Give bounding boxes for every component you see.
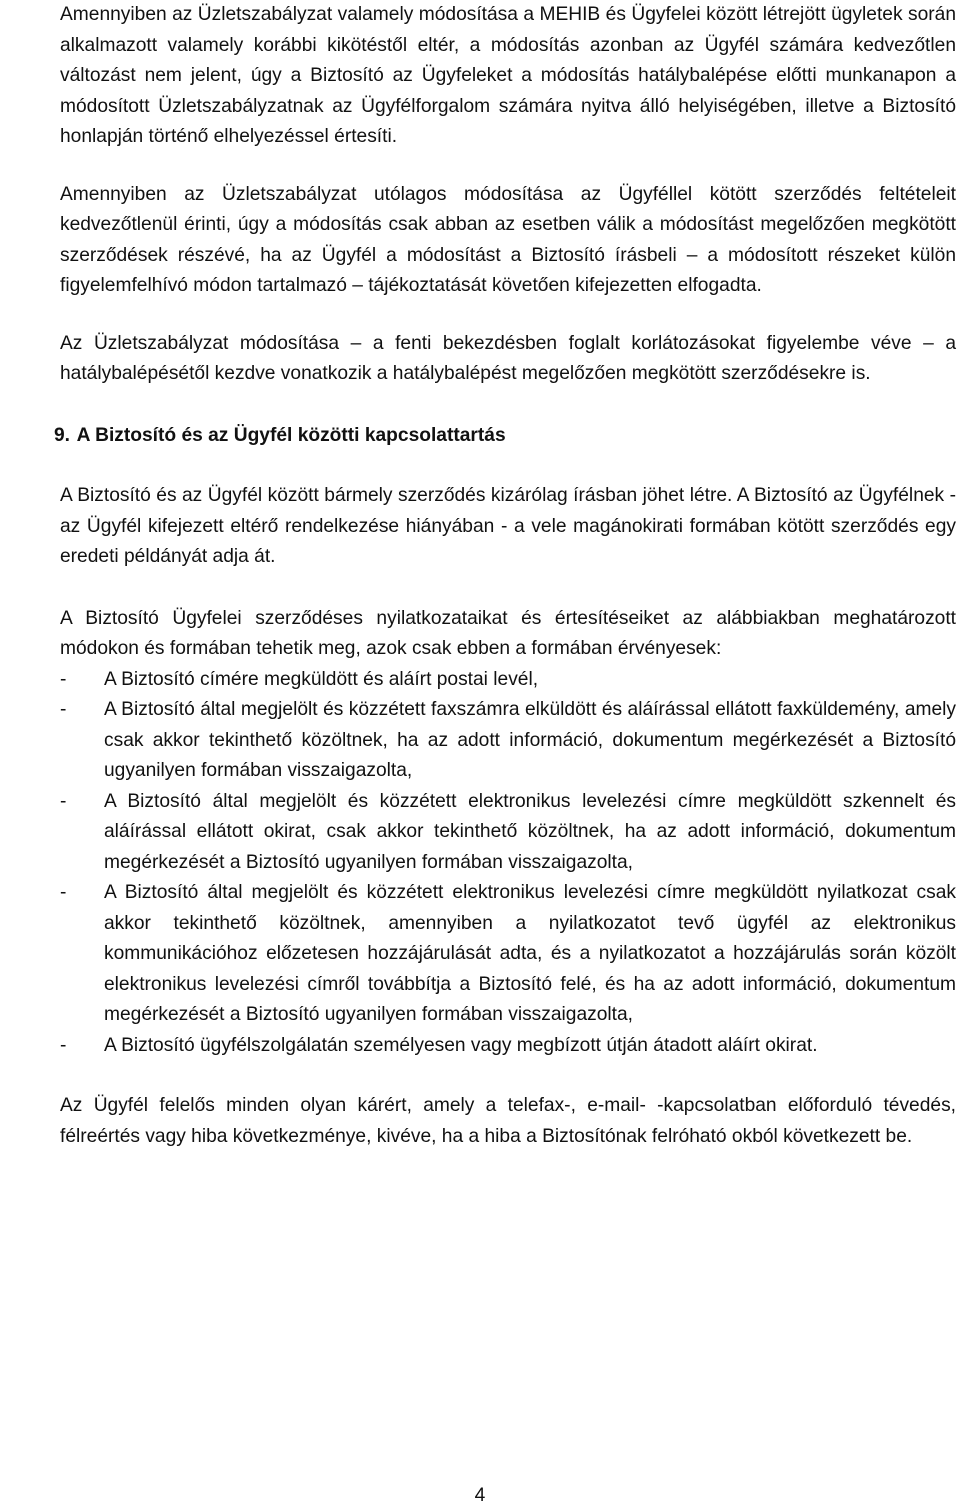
list-item-text: A Biztosító által megjelölt és közzétett faxszámra elküldött és aláírással ellátott faxküldemény, amely csak akkor tekinthető közöltnek, ha az adott információ, dokumentum megérkezését a Biztosító ugyanilyen formában visszaigazolta, (104, 699, 956, 781)
list-dash: - (60, 1034, 67, 1056)
paragraph-communication-methods: A Biztosító Ügyfelei szerződéses nyilatkozataikat és értesítéseiket az alábbiakban meghatározott módokon és formában tehetik meg, azok csak ebben a formában érvényesek: (60, 607, 956, 659)
section-title: A Biztosító és az Ügyfél közötti kapcsolattartás (76, 424, 506, 446)
paragraph-written-contracts: A Biztosító és az Ügyfél között bármely szerződés kizárólag írásban jöhet létre. A Biztosító az Ügyfélnek - az Ügyfél kifejezett eltérő rendelkezése hiányában - a vele magánokirati formában kötött szerződés egy eredeti példányát adja át. (60, 485, 956, 567)
paragraph-amendment-scope: Az Üzletszabályzat módosítása – a fenti bekezdésben foglalt korlátozásokat figyelembe véve – a hatálybalépésétől kezdve vonatkozik a hatálybalépést megelőzően megkötött szerződésekre is. (60, 332, 956, 384)
section-number: 9. (54, 424, 71, 446)
list-dash: - (60, 882, 67, 903)
paragraph-liability: Az Ügyfél felelős minden olyan kárért, amely a telefax-, e-mail- -kapcsolatban előforduló tévedés, félreértés vagy hiba következménye, kivéve, ha a hiba a Biztosítónak felróható okból következett be. (60, 1095, 956, 1147)
list-item-text: A Biztosító által megjelölt és közzétett elektronikus levelezési címre megküldött nyilatkozat csak akkor tekinthető közöltnek, amennyiben a nyilatkozatot tevő ügyfél az elektronikus kommunikációhoz előzetesen hozzájárulását adta, és a nyilatkozatot a hozzájárulás során közölt elektronikus levelezési címről továbbítja a Biztosító felé, és ha az adott információ, dokumentum megérkezését a Biztosító ugyanilyen formában visszaigazolta, (104, 882, 956, 1025)
paragraph-unfavourable-amendment: Amennyiben az Üzletszabályzat utólagos módosítása az Ügyféllel kötött szerződés feltételeit kedvezőtlenül érinti, úgy a módosítás csak abban az esetben válik a módosítást megelőzően megkötött szerződések részévé, ha az Ügyfél a módosítást a Biztosító írásbeli – a módosított részeket külön figyelemfelhívó módon tartalmazó – tájékoztatását követően kifejezetten elfogadta. (60, 183, 956, 296)
list-item-text: A Biztosító címére megküldött és aláírt postai levél, (104, 668, 539, 690)
section-heading (54, 421, 950, 452)
list-item (60, 878, 956, 1031)
list-dash: - (60, 699, 67, 720)
document-page (54, 0, 956, 1152)
list-item-text: A Biztosító ügyfélszolgálatán személyesen vagy megbízott útján átadott aláírt okirat. (104, 1034, 818, 1056)
list-item (60, 1031, 956, 1062)
communication-methods-list (60, 665, 956, 1062)
list-item-text: A Biztosító által megjelölt és közzétett elektronikus levelezési címre megküldött szkennelt és aláírással ellátott okirat, csak akkor tekinthető közöltnek, ha az adott információ, dokumentum megérkezését a Biztosító ugyanilyen formában visszaigazolta, (104, 790, 956, 873)
list-dash: - (60, 668, 67, 690)
list-item (60, 665, 956, 696)
paragraph-amendment-notice: Amennyiben az Üzletszabályzat valamely módosítása a MEHIB és Ügyfelei között létrejött ügyletek során alkalmazott valamely korábbi kikötéstől eltér, a módosítás azonban az Ügyfél számára kedvezőtlen változást nem jelent, úgy a Biztosító az Ügyfeleket a módosítás hatálybalépése előtti munkanapon a módosított Üzletszabályzatnak az Ügyfélforgalom számára nyitva álló helyiségében, illetve a Biztosító honlapján történő elhelyezéssel értesíti. (60, 4, 956, 147)
list-dash: - (60, 790, 67, 812)
page-number: 4 (474, 1485, 486, 1506)
list-item (60, 695, 956, 787)
list-item (60, 787, 956, 879)
